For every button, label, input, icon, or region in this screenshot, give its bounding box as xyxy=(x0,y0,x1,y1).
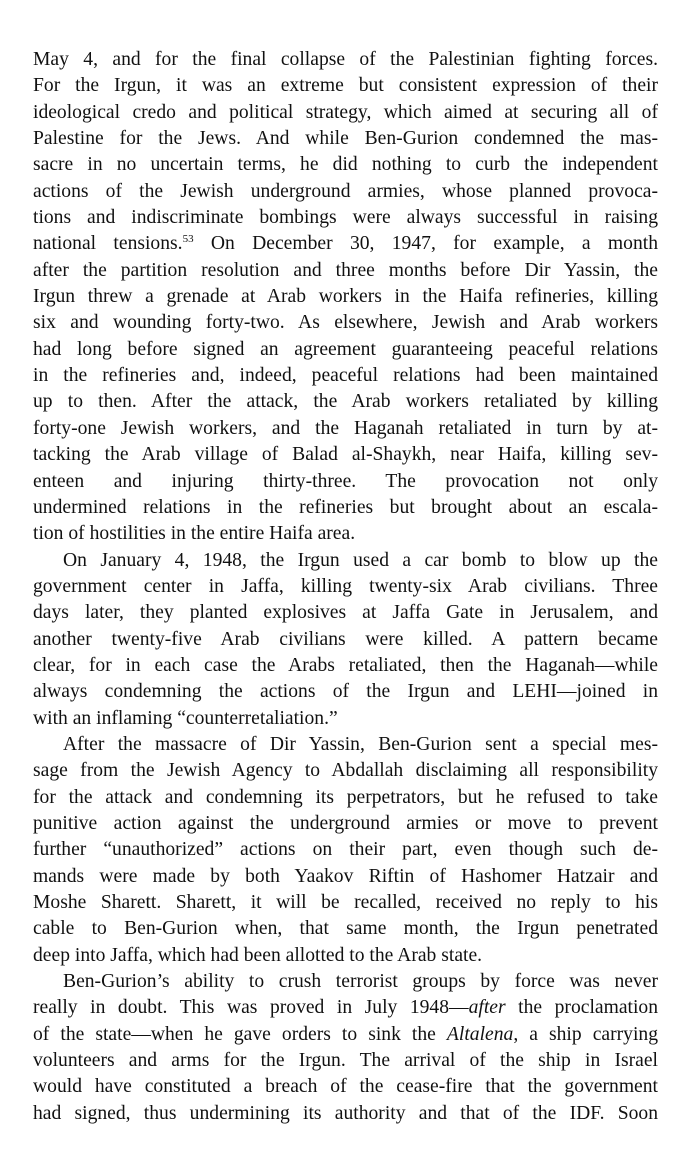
footnote-marker: 53 xyxy=(182,233,194,246)
text-segment: national tensions. xyxy=(33,233,183,255)
text-segment: really in doubt. This was proved in July 1948— xyxy=(33,997,469,1019)
text-line: Moshe Sharett. Sharett, it will be recalled, received no reply to his xyxy=(33,892,658,913)
paragraph-3 xyxy=(33,732,658,969)
text-line: days later, they planted explosives at Jaffa Gate in Jerusalem, and xyxy=(33,602,658,624)
text-line: always condemning the actions of the Irgun and LEHI—joined in xyxy=(33,681,658,703)
text-line: forty-one Jewish workers, and the Haganah retaliated in turn by at- xyxy=(33,417,658,439)
text-line: deep into Jaffa, which had been allotted to the Arab state. xyxy=(33,944,483,966)
text-line: For the Irgun, it was an extreme but consistent expression of their xyxy=(33,75,658,97)
text-line: for the attack and condemning its perpetrators, but he refused to take xyxy=(33,786,658,808)
text-line: sage from the Jewish Agency to Abdallah disclaiming all responsibility xyxy=(33,760,658,782)
text-segment: of the state—when he gave orders to sink the xyxy=(33,1023,447,1045)
text-line: in the refineries and, indeed, peaceful relations had been maintained xyxy=(33,365,658,387)
text-line: volunteers and arms for the Irgun. The arrival of the ship in Israel xyxy=(33,1050,658,1072)
text-line-with-footnote xyxy=(33,231,658,257)
text-line: punitive action against the underground armies or move to prevent xyxy=(33,812,658,834)
italic-emphasis: after xyxy=(468,997,506,1019)
text-line: After the massacre of Dir Yassin, Ben-Gurion sent a special mes- xyxy=(63,733,658,755)
text-line: tion of hostilities in the entire Haifa area. xyxy=(33,523,356,545)
text-line: cable to Ben-Gurion when, that same month, the Irgun penetrated xyxy=(33,918,658,940)
text-line: May 4, and for the final collapse of the Palestinian fighting forces. xyxy=(33,49,658,70)
text-line: tacking the Arab village of Balad al-Shaykh, near Haifa, killing sev- xyxy=(33,444,658,466)
text-line: with an inflaming “counterretaliation.” xyxy=(33,707,338,729)
text-line: clear, for in each case the Arabs retaliated, then the Haganah—while xyxy=(33,654,658,676)
paragraph-1 xyxy=(33,47,658,548)
text-line: ideological credo and political strategy, which aimed at securing all of xyxy=(33,101,658,123)
text-line: another twenty-five Arab civilians were killed. A pattern became xyxy=(33,628,658,650)
text-segment: On December 30, 1947, for example, a month xyxy=(193,233,658,255)
text-line: mands were made by both Yaakov Riftin of Hashomer Hatzair and xyxy=(33,865,658,887)
text-line-with-italic xyxy=(33,1022,658,1048)
paragraph-2 xyxy=(33,548,658,732)
text-line: actions of the Jewish underground armies, whose planned provoca- xyxy=(33,180,658,202)
document-page xyxy=(33,47,658,1127)
text-line: On January 4, 1948, the Irgun used a car bomb to blow up the xyxy=(63,549,658,571)
paragraph-4 xyxy=(33,969,658,1127)
text-line: enteen and injuring thirty-three. The provocation not only xyxy=(33,470,658,492)
text-line: up to then. After the attack, the Arab workers retaliated by killing xyxy=(33,391,658,413)
text-line: further “unauthorized” actions on their part, even though such de- xyxy=(33,839,658,861)
text-line: undermined relations in the refineries but brought about an escala- xyxy=(33,496,658,518)
text-line: Irgun threw a grenade at Arab workers in the Haifa refineries, killing xyxy=(33,286,658,308)
text-line: Ben-Gurion’s ability to crush terrorist groups by force was never xyxy=(63,971,658,993)
text-line-with-italic xyxy=(33,995,658,1021)
text-segment: , a ship carrying xyxy=(513,1023,658,1045)
text-line: tions and indiscriminate bombings were always successful in raising xyxy=(33,207,658,229)
ship-name-italic: Altalena xyxy=(446,1023,514,1045)
text-segment: the proclamation xyxy=(505,997,659,1019)
text-line: government center in Jaffa, killing twenty-six Arab civilians. Three xyxy=(33,575,658,597)
text-line: after the partition resolution and three months before Dir Yassin, the xyxy=(33,259,658,281)
text-line: would have constituted a breach of the cease-fire that the government xyxy=(33,1076,658,1098)
text-line: six and wounding forty-two. As elsewhere, Jewish and Arab workers xyxy=(33,312,658,334)
text-line: had signed, thus undermining its authority and that of the IDF. Soon xyxy=(33,1102,658,1124)
text-line: had long before signed an agreement guaranteeing peaceful relations xyxy=(33,338,658,360)
text-line: Palestine for the Jews. And while Ben-Gurion condemned the mas- xyxy=(33,128,658,150)
text-line: sacre in no uncertain terms, he did nothing to curb the independent xyxy=(33,154,658,176)
